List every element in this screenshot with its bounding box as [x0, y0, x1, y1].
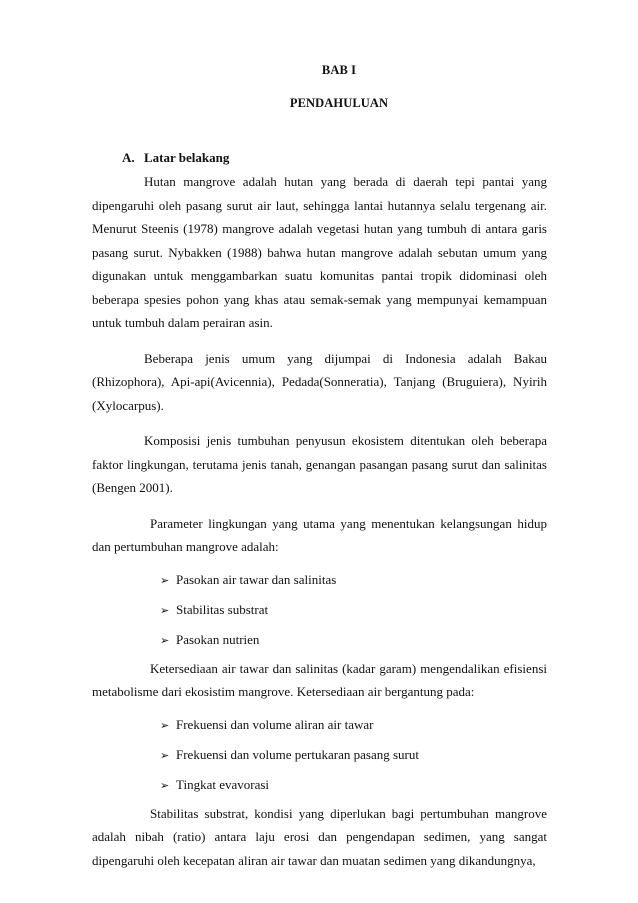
chapter-title: PENDAHULUAN [289, 96, 389, 110]
arrow-bullet-icon: ➢ [160, 604, 170, 617]
list-item: ➢ Frekuensi dan volume pertukaran pasang surut [92, 740, 547, 770]
list-item: ➢ Pasokan air tawar dan salinitas [92, 565, 547, 595]
list-item: ➢ Frekuensi dan volume aliran air tawar [92, 710, 547, 740]
section-title: Latar belakang [144, 150, 230, 165]
list-item: ➢ Stabilitas substrat [92, 595, 547, 625]
body-text [92, 170, 547, 872]
list-item: ➢ Pasokan nutrien [92, 625, 547, 655]
arrow-bullet-icon: ➢ [160, 719, 170, 732]
paragraph-4: Parameter lingkungan yang utama yang menentukan kelangsungan hidup dan pertumbuhan mangrove adalah: [92, 515, 547, 554]
arrow-bullet-icon: ➢ [160, 634, 170, 647]
arrow-bullet-icon: ➢ [160, 779, 170, 792]
section-number: A. [122, 150, 135, 165]
list-item: ➢ Tingkat evavorasi [92, 770, 547, 800]
paragraph-3: Komposisi jenis tumbuhan penyusun ekosistem ditentukan oleh beberapa faktor lingkungan, terutama jenis tanah, genangan pasangan pasang surut dan salinitas (Bengen 2001). [92, 433, 547, 495]
arrow-bullet-icon: ➢ [160, 749, 170, 762]
arrow-bullet-icon: ➢ [160, 574, 170, 587]
section-heading [122, 150, 229, 166]
paragraph-6: Stabilitas substrat, kondisi yang diperlukan bagi pertumbuhan mangrove adalah nibah (ratio) antara laju erosi dan pengendapan sedimen, yang sangat dipengaruhi oleh kecepatan aliran air tawar dan muatan sedimen yang dikandungnya, [92, 805, 547, 868]
list-environment-parameters [92, 565, 547, 655]
paragraph-5: Ketersediaan air tawar dan salinitas (kadar garam) mengendalikan efisiensi metabolisme dari ekosistim mangrove. Ketersediaan air bergantung pada: [92, 660, 547, 699]
chapter-number: BAB I [321, 63, 357, 77]
list-water-availability [92, 710, 547, 800]
paragraph-2: Beberapa jenis umum yang dijumpai di Indonesia adalah Bakau (Rhizophora), Api-api(Avicennia), Pedada(Sonneratia), Tanjang (Bruguiera), Nyirih (Xylocarpus). [92, 350, 547, 413]
paragraph-1: Hutan mangrove adalah hutan yang berada di daerah tepi pantai yang dipengaruhi oleh pasang surut air laut, sehingga lantai hutannya selalu tergenang air. Menurut Steenis (1978) mangrove adalah vegetasi hutan yang tumbuh di antara garis pasang surut. Nybakken (1988) bahwa hutan mangrove adalah sebutan umum yang digunakan untuk menggambarkan suatu komunitas pantai tropik didominasi oleh beberapa spesies pohon yang khas atau semak-semak yang mempunyai kemampuan untuk tumbuh dalam perairan asin. [92, 174, 547, 330]
